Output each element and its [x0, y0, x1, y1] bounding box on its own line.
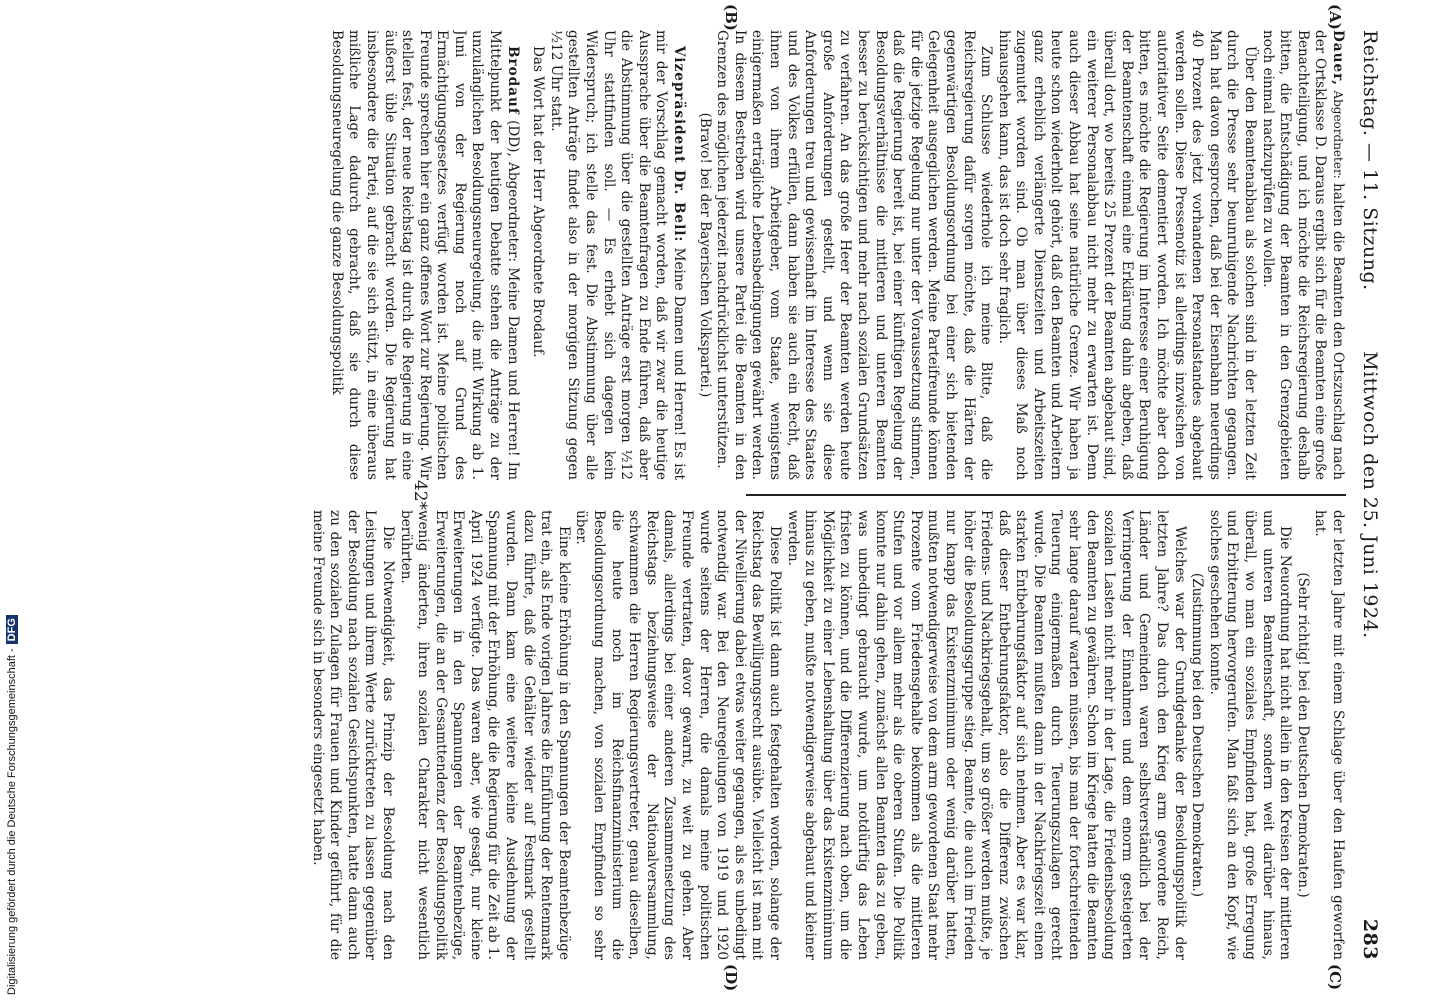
left-column [106, 30, 1346, 480]
speaker-name: Dauer, [1330, 30, 1346, 87]
paragraph: Die Notwendigkeit, das Prinzip der Besoldung nach den Leistungen und ihrem Werte zurücktreten zu lassen gegenüber der Besoldung nach sozialen Gesichtspunkten, hatte dann auch zu den sozialen Zulagen für Frauen und Kinder geführt, für die meine Freunde sich in besonders eingesetzt haben. [309, 510, 396, 960]
digitization-credit [6, 615, 18, 995]
speaker-name: Brodauf [504, 46, 521, 115]
paragraph: Diese Politik ist dann auch festgehalten worden, solange der Reichstag das Bewilligungsrecht ausübte. Vielleicht ist man mit der Nivellierung dabei etwas weiter gegangen, als es unbedingt notwendig war. Bei den Neuregelungen von 1919 und 1920 wurde seitens der Herren, die damals meine politischen Freunde vertraten, davor gewarnt, zu weit zu gehen. Aber damals, allerdings bei einer anderen Zusammensetzung des Reichstags beziehungsweise der Nationalversammlung, schwammen die Herren Regierungsvertreter, genau dieselben, die heute noch im Reichsfinanzministerium die Besoldungsordnung machen, von sozialen Empfinden so sehr über. [573, 510, 783, 960]
speaker-name: Vizepräsident Dr. Bell: [671, 46, 688, 243]
speaker-role: Abgeordneter: [1331, 90, 1345, 179]
paragraph-text: Meine Damen und Herren! Es ist mir der Vorschlag gemacht worden, daß wir zwar die heutige Aussprache über die Beamtenfragen zu Ende führen, daß aber die Abstimmung über die gestellten Anträge erst morgen ½12 Uhr stattfinden soll. — Es erhebt sich dagegen kein Widerspruch; ich stelle das fest. Die Abstimmung über alle gestellten Anträge findet also in der morgigen Sitzung gegen ½12 Uhr statt. [547, 30, 688, 480]
paragraph [1258, 30, 1346, 480]
paragraph [546, 30, 687, 480]
paragraph: Das Wort hat der Herr Abgeordnete Brodauf. [530, 46, 547, 358]
margin-marker-b: (B) [722, 4, 740, 31]
paragraph: der letzten Jahre mit einem Schlage über den Haufen geworfen hat. [1312, 510, 1346, 960]
paragraph: Die Neuordnung hat nicht allein in den Kreisen der mittleren und unteren Beamtenschaft, sondern weit darüber hinaus, überall, wo man ein soziales Empfinden hat, große Erregung und Erbitterung hervorgerufen. Man faßt sich an den Kopf, wie solches geschehen konnte. [1206, 510, 1294, 960]
margin-marker-d: (D) [722, 964, 740, 992]
credit-text: Digitalisierung gefördert durch die Deutsche Forschungsgemeinschaft - [6, 648, 18, 995]
column-divider [746, 494, 1346, 496]
paragraph: Eine kleine Erhöhung in den Spannungen der Beamtenbezüge trat ein, als Ende vorigen Jahres die Einführung der Rentenmark dazu führte, daß die Gehälter wieder auf Festmark gestellt wurden. Dann kam eine weitere kleine Ausdehnung der Spannung mit der Erhöhung, die die Regierung für die Zeit ab 1. April 1924 verfügte. Das waren aber, wie gesagt, nur kleine Erweiterungen in den Spannungen der Beamtenbezüge, Erweiterungen, die an der Gesamttendenz der Besoldungspolitik wenig änderten, ihren sozialen Charakter nicht wesentlich berührten. [397, 510, 572, 960]
paragraph-text: (DD), Abgeordneter: Meine Damen und Herren! Im Mittelpunkt der heutigen Debatte stehen die Anträge zu der unzulänglichen Besoldungsneuregelung, die mit Wirkung ab 1. Juni von der Regierung noch auf Grund des Ermächtigungsgesetzes verfügt worden ist. Meine politischen Freunde sprechen hier ein ganz offenes Wort zur Regierung. Wir stellen fest, der neue Reichstag ist durch die Regierung in eine äußerst üble Situation gebracht worden. Die Regierung hat insbesondere die Partei, auf die sie sich stützt, in eine überaus mißliche Lage dadurch gebracht, daß sie durch diese Besoldungsneuregelung die ganze Besoldungspolitik [328, 30, 521, 480]
paragraph: Über den Beamtenabbau als solchen sind in der letzten Zeit durch die Presse sehr beunruhigende Nachrichten gegangen. Man hat davon gesprochen, daß bei der Eisenbahn neuerdings 40 Prozent des jetzt vorhandenen Personalstandes abgebaut werden sollen. Diese Pressenotiz ist allerdings inzwischen von autoritativer Seite dementiert worden. Ich möchte aber doch bitten, es möchte die Regierung im Interesse einer Beruhigung der Beamtenschaft einmal eine Erklärung dahin abgeben, daß überall dort, wo bereits 25 Prozent der Beamten abgebaut sind, ein weiterer Personalabbau nicht mehr zu erwarten ist. Denn auch dieser Abbau hat seine natürliche Grenze. Wir haben ja heute schon wiederholt gehört, daß den Beamten und Arbeitern ganz erheblich verlängerte Dienstzeiten und Arbeitszeiten zugemutet worden sind. Ob man über dieses Maß noch hinausgehen kann, das ist doch sehr fraglich. [995, 30, 1259, 480]
reaction-note: (Sehr richtig! bei den Deutschen Demokraten.) [1294, 572, 1311, 898]
paragraph: Zum Schlusse wiederhole ich meine Bitte, daß die Reichsregierung dafür sorgen möchte, daß die Härten der gegenwärtigen Besoldungsordnung bei einer sich bietenden Gelegenheit ausgeglichen werden. Meine Parteifreunde können für die jetzige Regelung nur unter der Voraussetzung stimmen, daß die Regierung bereit ist, bei einer künftigen Regelung der Besoldungsverhältnisse die mittleren und unteren Beamten besser zu berücksichtigen und mehr nach sozialen Grundsätzen zu verfahren. An das große Heer der Beamten werden heute große Anforderungen gestellt, und wenn sie diese Anforderungen treu und gewissenhaft im Interesse des Staates und des Volkes erfüllen, dann haben sie auch ein Recht, daß ihnen von ihrem Arbeitgeber, vom Staate, wenigstens einigermaßen erträgliche Lebensbedingungen gewährt werden. In diesem Bestreben wird unsere Partei die Beamten in den Grenzen des möglichen jederzeit nachdrücklichst unterstützen. [714, 30, 995, 480]
page-number: 283 [1359, 918, 1381, 960]
dfg-logo: DFG [6, 615, 18, 644]
applause-note: (Bravo! bei der Bayerischen Volkspartei.) [696, 112, 713, 398]
signature-mark: 42* [410, 479, 430, 511]
header-date: Mittwoch den 25. Juni 1924. [1359, 351, 1381, 639]
page-header [1350, 30, 1390, 960]
reaction-note: (Zustimmung bei den Deutschen Demokraten.) [1189, 572, 1206, 898]
right-column [106, 510, 1346, 960]
printed-page [110, 4, 1390, 992]
header-left: Reichstag. — 11. Sitzung. [1359, 30, 1381, 291]
margin-marker-c: (C) [1326, 964, 1344, 991]
paragraph: Welches war der Grundgedanke der Besoldungspolitik der letzten Jahre? Das durch den Krieg arm gewordene Reich, Länder und Gemeinden waren selbstverständlich bei der Verringerung der Einnahmen und dem enorm gesteigerten sozialen Lasten nicht mehr in der Lage, die Friedensbesoldung den Beamten zu gewähren. Schon im Kriege hatten die Beamten sehr lange darauf warten müssen, bis man der fortschreitenden Teuerung einigermaßen durch Teuerungszulagen gerecht wurde. Die Beamten mußten dann in der Nachkriegszeit einen starken Entbehrungsfaktor auf sich nehmen. Aber es war klar, daß dieser Entbehrungsfaktor, also die Differenz zwischen Friedens- und Nachkriegsgehalt, um so größer werden mußte, je höher die Besoldungsgruppe stieg. Beamte, die auch im Frieden nur knapp das Existenzminimum oder wenig darüber hatten, mußten notwendigerweise von dem arm gewordenen Staat mehr Prozente vom Friedensgehalte bekommen als die mittleren Stufen und vor allem mehr als die oberen Stufen. Die Politik konnte nur dahin gehen, zunächst allen Beamten das zu geben, was unbedingt gebraucht wurde, um notdürftig das Leben fristen zu können, und die Differenzierung nach oben, um die Möglichkeit zu einer Lebenshaltung über das Existenzminimum hinaus zu geben, mußte notwendigerweise abgebaut und kleiner werden. [784, 510, 1188, 960]
paragraph-text: halten die Beamten den Ortszuschlag nach der Ortsklasse D. Daraus ergibt sich für die Beamten eine große Benachteiligung, und ich möchte die Reichsregierung deshalb bitten, die Entschädigung der Beamten in den Grenzgebieten noch einmal nachzuprüfen zu wollen. [1259, 30, 1346, 480]
margin-marker-a: (A) [1326, 4, 1344, 30]
